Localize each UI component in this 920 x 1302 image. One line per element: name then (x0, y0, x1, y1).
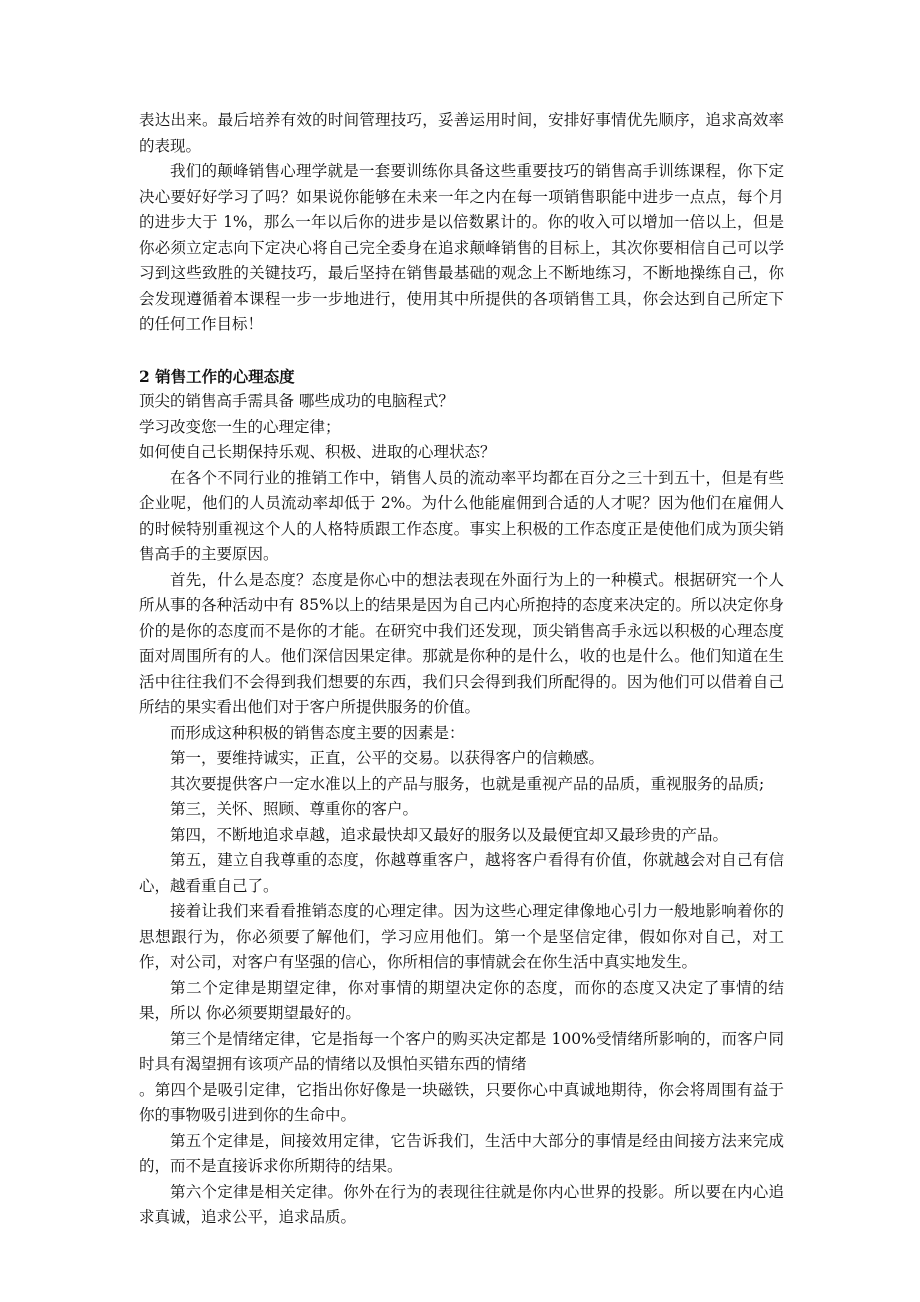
body-paragraph-4: 第一，要维持诚实，正直，公平的交易。以获得客户的信赖感。 (170, 749, 605, 767)
body-paragraph-7: 第四，不断地追求卓越，追求最快却又最好的服务以及最便宜却又最珍贵的产品。 (170, 825, 729, 844)
body-paragraph-2: 首先，什么是态度？态度是你心中的想法表现在外面行为上的一种模式。根据研究一个人所从事的各种活动中有 85%以上的结果是因为自己内心所抱持的态度来决定的。所以决定你身价的是你的态度而不是你的才能。在研究中我们还发现，顶尖销售高手永远以积极的心理态度面对周围所有的人。他们深信因果定律。那就是你种的是什么，收的也是什么。他们知道在生活中往往我们不会得到我们想要的东西，我们只会得到我们所配得的。因为他们可以借着自己所结的果实看出他们对于客户所提供服务的价值。 (139, 570, 784, 716)
body-paragraph-5: 其次要提供客户一定水准以上的产品与服务，也就是重视产品的品质，重视服务的品质; (170, 774, 765, 793)
document-page (139, 108, 784, 1231)
final-paragraph-2: 第六个定律是相关定律。你外在行为的表现往往就是你内心世界的投影。所以要在内心追求真诚，追求公平，追求品质。 (139, 1182, 784, 1226)
intro-paragraph-2: 我们的颠峰销售心理学就是一套要训练你具备这些重要技巧的销售高手训练课程，你下定决心要好好学习了吗？如果说你能够在未来一年之内在每一项销售职能中进步一点点，每个月的进步大于 1%，那么一年以后你的进步是以倍数累计的。你的收入可以增加一倍以上，但是你必须立定志向下定决心将自己完全委身在追求颠峰销售的目标上，其次你要相信自己可以学习到这些致胜的关键技巧，最后坚持在销售最基础的观念上不断地练习，不断地操练自己，你会发现遵循着本课程一步一步地进行，使用其中所提供的各项销售工具，你会达到自己所定下的任何工作目标！ (139, 162, 784, 333)
body-paragraph-8: 第五，建立自我尊重的态度，你越尊重客户，越将客户看得有价值，你就越会对自己有信心，越看重自己了。 (139, 851, 784, 895)
body-paragraph-10: 第二个定律是期望定律，你对事情的期望决定你的态度，而你的态度又决定了事情的结果，所以 你必须要期望最好的。 (139, 978, 784, 1022)
body-paragraph-11: 第三个是情绪定律，它是指每一个客户的购买决定都是 100%受情绪所影响的，而客户同时具有渴望拥有该项产品的情绪以及惧怕买错东西的情绪 (139, 1029, 784, 1073)
body-paragraph-1: 在各个不同行业的推销工作中，销售人员的流动率平均都在百分之三十到五十，但是有些企业呢，他们的人员流动率却低于 2%。为什么他能雇佣到合适的人才呢？因为他们在雇佣人的时候特别重视这个人的人格特质跟工作态度。事实上积极的工作态度正是使他们成为顶尖销售高手的主要原因。 (139, 468, 784, 563)
question-3: 如何使自己长期保持乐观、积极、进取的心理状态？ (139, 443, 496, 461)
final-paragraph-1: 第五个定律是，间接效用定律，它告诉我们，生活中大部分的事情是经由间接方法来完成的，而不是直接诉求你所期待的结果。 (139, 1131, 784, 1175)
section-title: 2 销售工作的心理态度 (139, 366, 295, 386)
intro-paragraph-1: 表达出来。最后培养有效的时间管理技巧，妥善运用时间，安排好事情优先顺序，追求高效率的表现。 (139, 111, 784, 155)
body-paragraph-3: 而形成这种积极的销售态度主要的因素是： (170, 723, 465, 742)
body-paragraph-9: 接着让我们来看看推销态度的心理定律。因为这些心理定律像地心引力一般地影响着你的思想跟行为，你必须要了解他们，学习应用他们。第一个是坚信定律，假如你对自己，对工作，对公司，对客户有坚强的信心，你所相信的事情就会在你生活中真实地发生。 (139, 902, 784, 971)
body-paragraph-6: 第三，关怀、照顾、尊重你的客户。 (170, 800, 419, 818)
question-2: 学习改变您一生的心理定律； (139, 417, 341, 436)
question-1: 顶尖的销售高手需具备 哪些成功的电脑程式？ (139, 392, 454, 410)
continuation-line: 。第四个是吸引定律，它指出你好像是一块磁铁，只要你心中真诚地期待，你会将周围有益于你的事物吸引进到你的生命中。 (139, 1080, 784, 1124)
